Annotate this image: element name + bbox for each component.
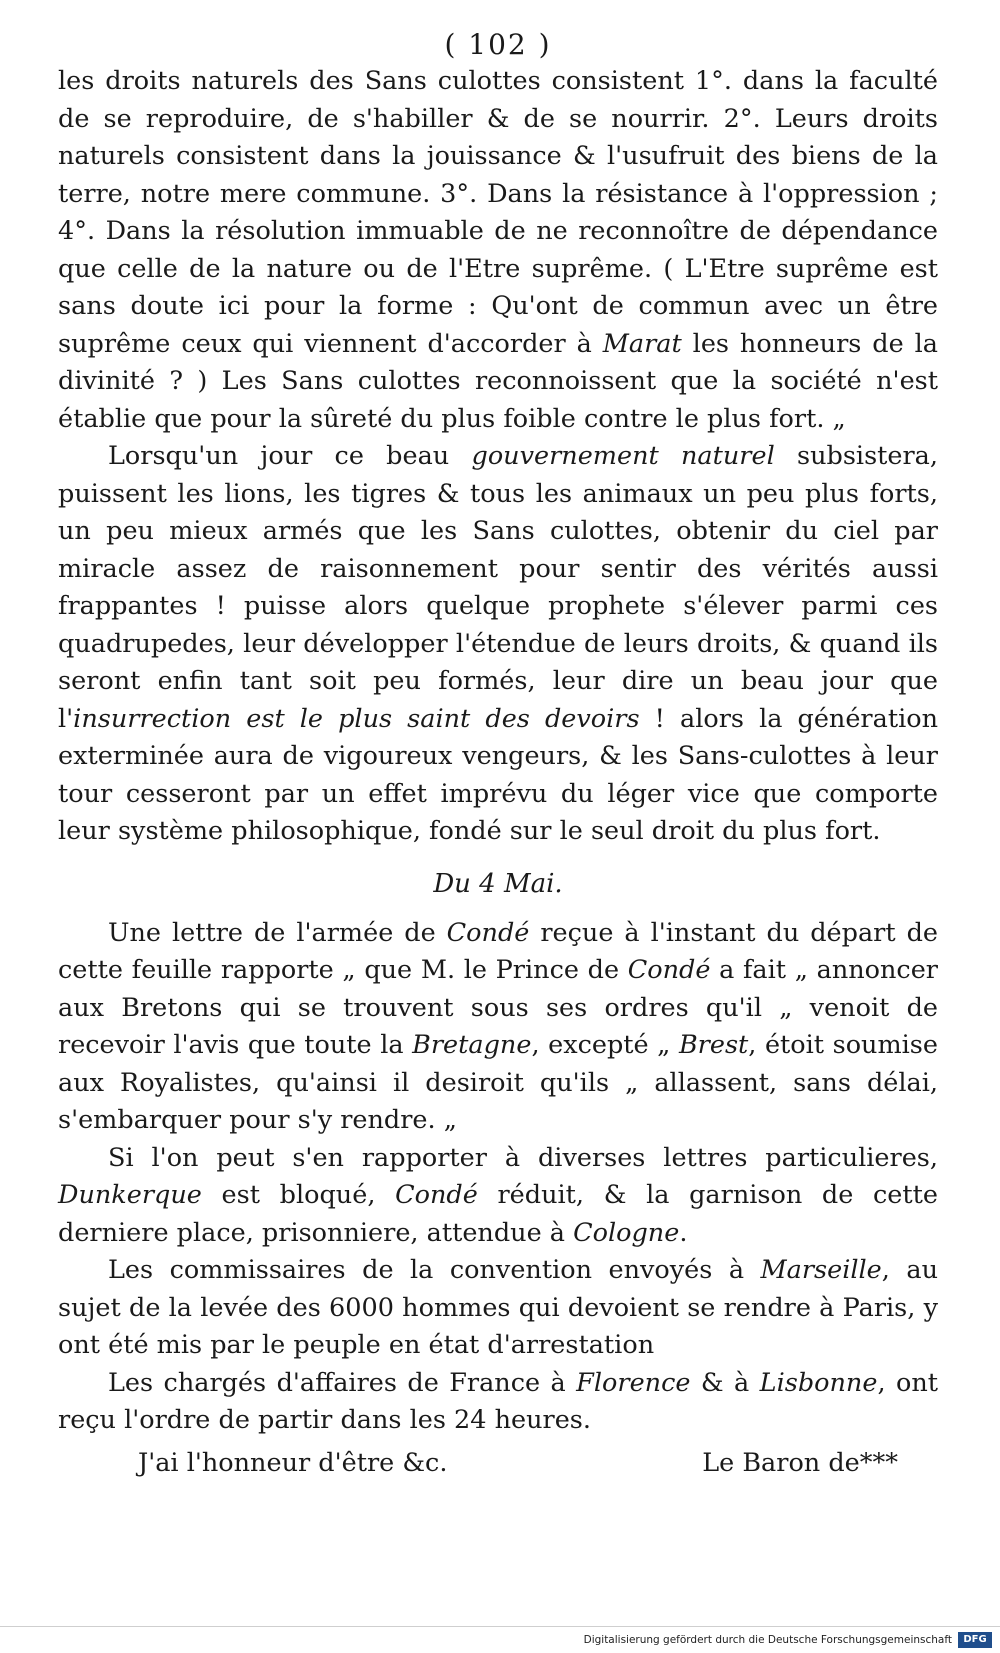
phrase-insurrection: insurrection est le plus saint des devoirs bbox=[73, 703, 640, 734]
footer-credit: Digitalisierung gefördert durch die Deutsche Forschungsgemeinschaft bbox=[583, 1634, 952, 1646]
name-conde-3: Condé bbox=[395, 1180, 478, 1210]
name-dunkerque: Dunkerque bbox=[58, 1180, 202, 1210]
closing bbox=[58, 1448, 938, 1488]
document-page bbox=[58, 28, 938, 1488]
dfg-logo: DFG bbox=[958, 1632, 992, 1648]
name-cologne: Cologne bbox=[573, 1217, 680, 1248]
digitization-footer bbox=[0, 1626, 1000, 1653]
closing-salutation: J'ai l'honneur d'être &c. bbox=[138, 1447, 448, 1478]
paragraph-charges-affaires: Les chargés d'affaires de France à Florence & à Lisbonne, ont reçu l'ordre de partir dans les 24 heures. bbox=[58, 1367, 939, 1435]
paragraph-droits: les droits naturels des Sans culottes consistent 1°. dans la faculté de se reproduire, de s'habiller & de se nourrir. 2°. Leurs droits naturels consistent dans la jouissance & l'usufruit des biens de la terre, notre mere commune. 3°. Dans la résistance à l'oppression ; 4°. Dans la résolution immuable de ne reconnoître de dépendance que celle de la nature ou de l'Etre suprême. ( L'Etre suprême est sans doute ici pour la forme : Qu'ont de commun avec un être suprême ceux qui viennent d'accorder à Marat les honneurs de la divinité ? ) Les Sans culottes reconnoissent que la société n'est établie que pour la sûreté du plus foible contre le plus fort. „ bbox=[58, 66, 938, 434]
name-conde-2: Condé bbox=[627, 955, 711, 985]
name-brest: Brest bbox=[678, 1030, 749, 1060]
paragraph-lettre-conde: Une lettre de l'armée de Condé reçue à l'instant du départ de cette feuille rapporte „ que M. le Prince de Condé a fait „ annoncer aux Bretons qui se trouvent sous ses ordres qu'il „ venoit de recevoir l'avis que toute la Bretagne, excepté „ Brest, étoit soumise aux Royalistes, qu'ainsi il desiroit qu'ils „ allassent, sans délai, s'embarquer pour s'y rendre. „ bbox=[58, 917, 939, 1135]
paragraph-marseille: Les commissaires de la convention envoyés à Marseille, au sujet de la levée des 6000 hommes qui devoient se rendre à Paris, y ont été mis par le peuple en état d'arrestation bbox=[58, 1255, 938, 1360]
name-marat: Marat bbox=[602, 328, 682, 359]
phrase-gouvernement-naturel: gouvernement naturel bbox=[471, 441, 775, 471]
page-number: ( 102 ) bbox=[444, 28, 552, 61]
name-marseille: Marseille bbox=[760, 1255, 882, 1285]
section-heading: Du 4 Mai. bbox=[433, 868, 563, 899]
closing-signature: Le Baron de*** bbox=[702, 1447, 898, 1478]
paragraph-dunkerque: Si l'on peut s'en rapporter à diverses lettres particulieres, Dunkerque est bloqué, Condé réduit, & la garnison de cette derniere place, prisonniere, attendue à Cologne. bbox=[58, 1142, 938, 1248]
name-florence: Florence bbox=[576, 1367, 691, 1398]
paragraph-gouvernement: Lorsqu'un jour ce beau gouvernement naturel subsistera, puissent les lions, les tigres & tous les animaux un peu plus forts, un peu mieux armés que les Sans culottes, obtenir du ciel par miracle assez de raisonnement pour sentir des vérités aussi frappantes ! puisse alors quelque prophete s'élever parmi ces quadrupedes, leur développer l'étendue de leurs droits, & quand ils seront enfin tant soit peu formés, leur dire un beau jour que l'insurrection est le plus saint des devoirs ! alors la génération exterminée aura de vigoureux vengeurs, & les Sans-culottes à leur tour cesseront par un effet imprévu du léger vice que comporte leur système philosophique, fondé sur le seul droit du plus fort. bbox=[58, 441, 939, 846]
name-conde: Condé bbox=[446, 917, 530, 948]
name-bretagne: Bretagne bbox=[412, 1030, 532, 1060]
name-lisbonne: Lisbonne bbox=[759, 1367, 878, 1398]
